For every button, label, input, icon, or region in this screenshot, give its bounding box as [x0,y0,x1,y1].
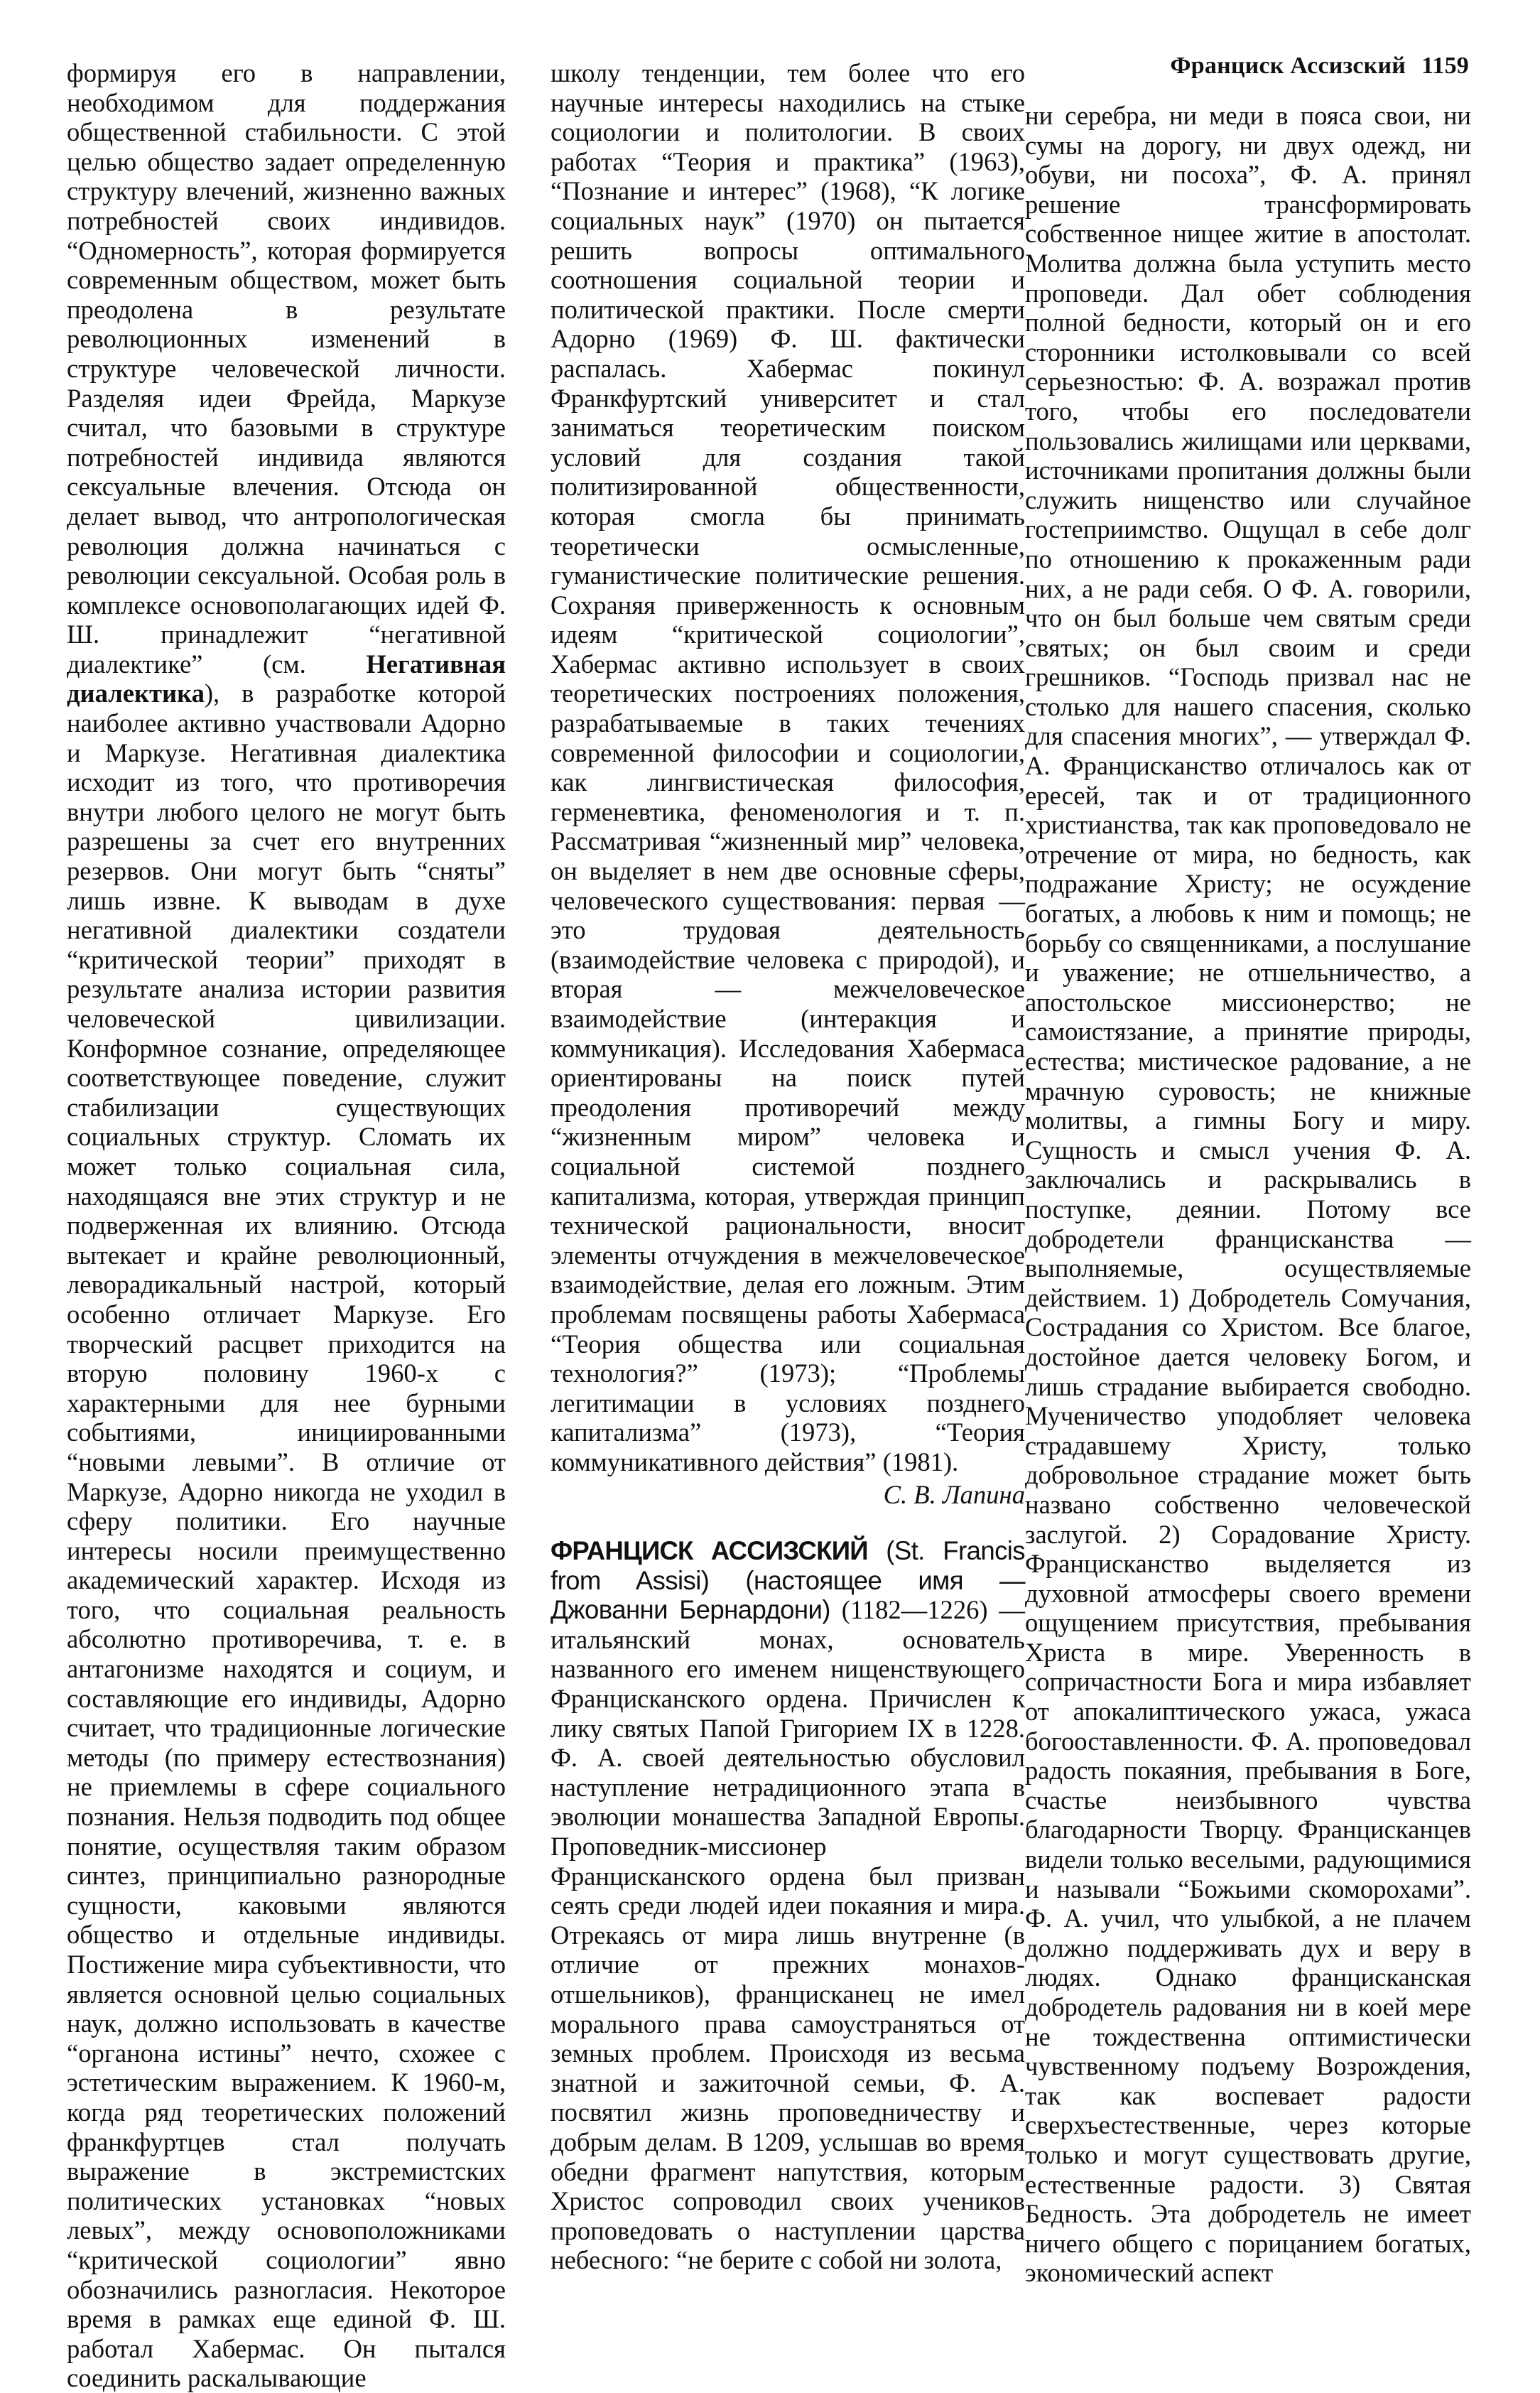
cross-reference-link[interactable]: Негативная диалектика [67,649,506,708]
entry-text: (1182—1226) — итальянский монах, основатель названного его именем нищенствующего Францисканского ордена. Причислен к лику святых Папой Григорием IX в 1228. Ф. А. своей деятельностью обусловил наступление нетрадиционного этапа в эволюции монашества Западной Европы. Проповедник-миссионер Францисканского ордена был призван сеять среди людей идеи покаяния и мира. Отрекаясь от мира лишь внутренне (в отличие от прежних монахов-отшельников), францисканец не имел морального права самоустраняться от земных проблем. Происходя из весьма знатной и зажиточной семьи, Ф. А. посвятил жизнь проповедничеству и добрым делам. В 1209, услышав во время обедни фрагмент напутствия, которым Христос сопроводил своих учеников проповедовать о наступлении царства небесного: “не берите с собой ни золота, [551,1595,1026,2275]
column-paragraph: ни серебра, ни меди в пояса свои, ни сумы на дорогу, ни двух одежд, ни обуви, ни посоха”, Ф. А. принял решение трансформировать собственное нищее житие в апостолат. Молитва должна была уступить место проповеди. Дал обет соблюдения полной бедности, который он и его сторонники истолковывали со всей серьезностью: Ф. А. возражал против того, чтобы его последователи пользовались жилищами или церквами, источниками пропитания должны были служить нищенство или случайное гостеприимство. Ощущал в себе долг по отношению к прокаженным ради них, а не ради себя. О Ф. А. говорили, что он был больше чем святым среди святых; он был своим и среди грешников. “Господь призвал нас не столько для нашего спасения, сколько для спасения многих”, — утверждал Ф. А. Францисканство отличалось как от ересей, так и от традиционного христианства, так как проповедовало не отречение от мира, но бедность, как подражание Христу; не осуждение богатых, а любовь к ним и помощь; не борьбу со священниками, а послушание и уважение; не отшельничество, а апостольское миссионерство; не самоистязание, а принятие природы, естества; мистическое радование, а не мрачную суровость; не книжные молитвы, а гимны Богу и миру. Сущность и смысл учения Ф. А. заключались и раскрывались в поступке, деянии. Потому все добродетели францисканства — выполняемые, осуществляемые действием. 1) Добродетель Сомучания, Сострадания со Христом. Все благое, достойное дается человеку Богом, и лишь страдание выбирается свободно. Мученичество уподобляет человека страдавшему Христу, только добровольное страдание может быть названо собственно человеческой заслугой. 2) Сорадование Христу. Францисканство выделяется из духовной атмосферы своего времени ощущением присутствия, пребывания Христа в мире. Уверенность в сопричастности Бога и мира избавляет от апокалиптического ужаса, ужаса богооставленности. Ф. А. проповедовал радость покаяния, пребывания в Боге, счастье неизбывного чувства благодарности Творцу. Францисканцев видели только веселыми, радующимися и называли “Божьими скоморохами”. Ф. А. учил, что улыбкой, а не плачем должно поддерживать дух и веру в людях. Однако францисканская добродетель радования ни в коей мере не тождественна оптимистически чувственному подъему Возрождения, так как воспевает радости сверхъестественные, через которые только и могут существовать другие, естественные радости. 3) Святая Бедность. Эта добродетель не имеет ничего общего с порицанием богатых, экономический аспект [1025,101,1471,2288]
text-column-middle [551,58,1025,2275]
text-column-right [1025,101,1471,2288]
entry-alt-name: (St. Francis from Assisi) (настоящее имя — Джованни Бернардони) [551,1536,1025,1625]
entry-paragraph [551,1536,1025,2275]
text-column-left [67,58,506,2393]
running-head [1170,53,1469,80]
running-head-title: Франциск Ассизский [1170,53,1406,79]
column-paragraph [67,58,506,2393]
page-number: 1159 [1421,53,1469,79]
entry-title: ФРАНЦИСК АССИЗСКИЙ [551,1536,868,1566]
paragraph-text: формируя его в направлении, необходимом для поддержания общественной стабильности. С этой целью общество задает определенную структуру влечений, жизненно важных потребностей своих индивидов. “Одномерность”, которая формируется современным обществом, может быть преодолена в результате революционных изменений в структуре человеческой личности. Разделяя идеи Фрейда, Маркузе считал, что базовыми в структуре потребностей индивида являются сексуальные влечения. Отсюда он делает вывод, что антропологическая революция должна начинаться с революции сексуальной. Особая роль в комплексе основополагающих идей Ф. Ш. принадлежит “негативной диалектике” (см. [67,58,506,679]
column-paragraph: школу тенденции, тем более что его научные интересы находились на стыке социологии и политологии. В своих работах “Теория и практика” (1963), “Познание и интерес” (1968), “К логике социальных наук” (1970) он пытается решить вопросы оптимального соотношения социальной теории и политической практики. После смерти Адорно (1969) Ф. Ш. фактически распалась. Хабермас покинул Франкфуртский университет и стал заниматься теоретическим поиском условий для создания такой политизированной общественности, которая смогла бы принимать теоретически осмысленные, гуманистические политические решения. Сохраняя приверженность к основным идеям “критической социологии”, Хабермас активно использует в своих теоретических построениях положения, разрабатываемые в таких течениях современной философии и социологии, как лингвистическая философия, герменевтика, феноменология и т. п. Рассматривая “жизненный мир” человека, он выделяет в нем две основные сферы, человеческого существования: первая — это трудовая деятельность (взаимодействие человека с природой), и вторая — межчеловеческое взаимодействие (интеракция и коммуникация). Исследования Хабермаса ориентированы на поиск путей преодоления противоречий между “жизненным миром” человека и социальной системой позднего капитализма, которая, утверждая принцип технической рациональности, вносит элементы отчуждения в межчеловеческое взаимодействие, делая его ложным. Этим проблемам посвящены работы Хабермаса “Теория общества или социальная технология?” (1973); “Проблемы легитимации в условиях позднего капитализма” (1973), “Теория коммуникативного действия” (1981). [551,58,1025,1476]
paragraph-text: ), в разработке которой наиболее активно участвовали Адорно и Маркузе. Негативная диалектика исходит из того, что противоречия внутри любого целого не могут быть разрешены за счет его внутренних резервов. Они могут быть “сняты” лишь извне. К выводам в духе негативной диалектики создатели “критической теории” приходят в результате анализа истории развития человеческой цивилизации. Конформное сознание, определяющее соответствующее поведение, служит стабилизации существующих социальных структур. Сломать их может только социальная сила, находящаяся вне этих структур и не подверженная их влиянию. Отсюда вытекает и крайне революционный, леворадикальный настрой, который особенно отличает Маркузе. Его творческий расцвет приходится на вторую половину 1960-х с характерными для нее бурными событиями, инициированными “новыми левыми”. В отличие от Маркузе, Адорно никогда не уходил в сферу политики. Его научные интересы носили преимущественно академический характер. Исходя из того, что социальная реальность абсолютно противоречива, т. е. в антагонизме находятся и социум, и составляющие его индивиды, Адорно считает, что традиционные логические методы (по примеру естествознания) не приемлемы в сфере социального познания. Нельзя подводить под общее понятие, осуществляя таким образом синтез, принципиально разнородные сущности, каковыми являются общество и отдельные индивиды. Постижение мира субъективности, что является основной целью социальных наук, должно использовать в качестве “органона истины” нечто, схожее с эстетическим выражением. К 1960-м, когда ряд теоретических положений франкфуртцев стал получать выражение в экстремистских политических установках “новых левых”, между основоположниками “критической социологии” явно обозначились разногласия. Некоторое время в рамках еще единой Ф. Ш. работал Хабермас. Он пытался соединить раскалывающие [67,679,506,2393]
author-signature: С. В. Лапина [883,1479,1025,1509]
